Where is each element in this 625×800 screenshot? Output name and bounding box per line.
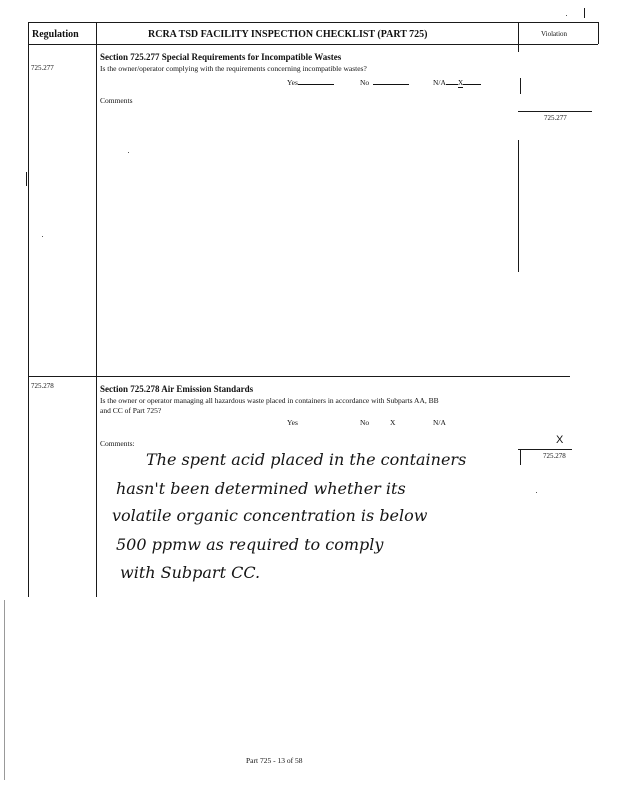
na-blank xyxy=(446,76,458,85)
top-right-corner-mark xyxy=(584,8,585,18)
violation-tick-2 xyxy=(520,449,521,465)
section-question-line-2: and CC of Part 725? xyxy=(100,406,162,415)
no-blank xyxy=(373,76,409,85)
yes-label: Yes xyxy=(287,78,298,87)
scan-speck xyxy=(536,492,537,493)
right-border xyxy=(598,22,599,44)
comments-label: Comments xyxy=(100,96,133,105)
violation-reference: 725.278 xyxy=(543,452,566,460)
page-number: Part 725 - 13 of 58 xyxy=(246,756,303,765)
violation-mark: X xyxy=(556,434,564,446)
regulation-column-divider xyxy=(96,22,97,597)
comments-label: Comments: xyxy=(100,439,135,448)
na-label: N/A xyxy=(433,418,446,427)
section-heading: Section 725.278 Air Emission Standards xyxy=(100,384,254,394)
left-border xyxy=(28,22,29,597)
left-margin-mark xyxy=(26,172,27,186)
handwritten-comment-line: The spent acid placed in the containers xyxy=(146,450,467,469)
violation-tick-1 xyxy=(520,78,521,94)
no-label: No xyxy=(360,78,370,87)
violation-box-top-1 xyxy=(518,111,592,112)
regulation-number: 725.278 xyxy=(31,382,54,390)
handwritten-comment-line: with Subpart CC. xyxy=(120,563,261,582)
violation-column-divider xyxy=(518,22,519,52)
section-question: Is the owner/operator complying with the requirements concerning incompatible wastes? xyxy=(100,64,367,73)
header-top-rule xyxy=(28,22,598,23)
handwritten-comment-line: hasn't been determined whether its xyxy=(116,479,406,498)
yes-label: Yes xyxy=(287,418,298,427)
scan-speck xyxy=(42,236,43,237)
no-mark: X xyxy=(390,418,396,427)
regulation-column-header: Regulation xyxy=(32,29,79,40)
section-heading: Section 725.277 Special Requirements for Incompatible Wastes xyxy=(100,52,342,62)
section-question-line-1: Is the owner or operator managing all hazardous waste placed in containers in accordance with Subparts AA, BB xyxy=(100,396,439,405)
na-label: N/A xyxy=(433,78,446,87)
scan-speck xyxy=(566,15,567,16)
handwritten-comment-line: 500 ppmw as required to comply xyxy=(116,535,384,554)
violation-column-divider-mid xyxy=(518,140,519,272)
section-divider xyxy=(28,376,570,377)
yes-option xyxy=(287,76,334,87)
regulation-number: 725.277 xyxy=(31,64,54,72)
na-blank-tail xyxy=(463,76,481,85)
no-label: No xyxy=(360,418,370,427)
yes-blank xyxy=(298,76,334,85)
checklist-title: RCRA TSD FACILITY INSPECTION CHECKLIST (PART 725) xyxy=(148,29,428,40)
scan-speck xyxy=(128,152,129,153)
violation-box-top-2 xyxy=(518,449,572,450)
violation-column-header: Violation xyxy=(541,30,568,38)
handwritten-comment-line: volatile organic concentration is below xyxy=(112,506,428,525)
no-option xyxy=(360,76,409,87)
violation-reference: 725.277 xyxy=(544,114,567,122)
header-bottom-rule xyxy=(28,44,598,45)
na-option xyxy=(433,76,481,87)
na-mark: X xyxy=(457,78,464,87)
left-margin-edge xyxy=(4,600,5,780)
